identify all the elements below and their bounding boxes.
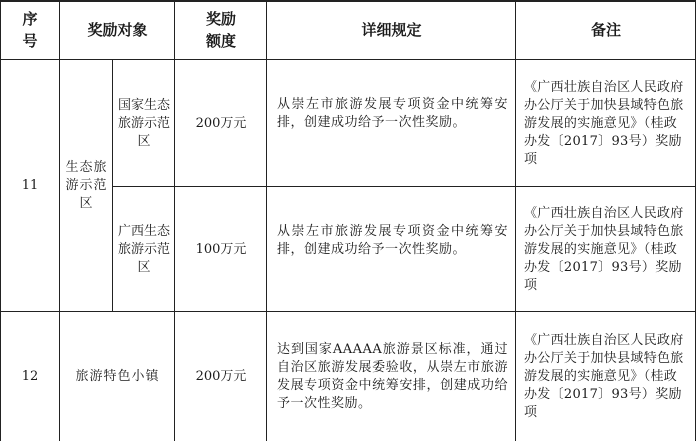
row-12-note-text: 《广西壮族自治区人民政府办公厅关于加快县域特色旅游发展的实施意见》（桂政办发〔2017〕93号）奖励项 <box>524 332 684 420</box>
row-11a-object <box>113 60 175 187</box>
row-11b-detail-text: 从崇左市旅游发展专项资金中统筹安排，创建成功给予一次性奖励。 <box>277 224 508 257</box>
row-12-seq <box>0 312 60 441</box>
header-object-label: 奖励对象 <box>87 21 148 39</box>
header-note-label: 备注 <box>590 21 621 39</box>
row-11-seq <box>0 60 60 312</box>
row-11b-note-text: 《广西壮族自治区人民政府办公厅关于加快县域特色旅游发展的实施意见》（桂政办发〔2017〕93号）奖励项 <box>524 205 684 293</box>
border-col-category <box>112 60 113 312</box>
row-11b-amount <box>175 187 267 312</box>
row-11b-note <box>516 187 696 312</box>
border-header-bottom <box>0 59 696 60</box>
border-col-detail <box>515 0 516 441</box>
row-12-object <box>60 312 175 441</box>
row-11-seq-value: 11 <box>21 178 39 193</box>
row-11a-note <box>516 60 696 187</box>
border-col-seq <box>59 0 60 441</box>
row-11-category <box>60 60 113 312</box>
header-amount-label: 奖励额度 <box>205 10 236 50</box>
row-11a-amount <box>175 60 267 187</box>
border-left <box>0 0 1 441</box>
header-detail <box>267 0 516 60</box>
header-seq <box>0 0 60 60</box>
border-row11-mid <box>113 186 696 187</box>
header-note <box>516 0 696 60</box>
row-11b-object-label: 广西生态旅游示范区 <box>118 223 171 275</box>
row-11a-detail <box>267 60 516 187</box>
row-11a-amount-value: 200万元 <box>195 115 247 131</box>
row-11b-detail <box>267 187 516 312</box>
row-11a-note-text: 《广西壮族自治区人民政府办公厅关于加快县域特色旅游发展的实施意见》（桂政办发〔2017〕93号）奖励项 <box>524 79 684 167</box>
header-object <box>60 0 175 60</box>
row-11-category-label: 生态旅游示范区 <box>65 160 108 211</box>
border-col-amount <box>266 0 267 441</box>
row-12-amount-value: 200万元 <box>195 368 247 384</box>
border-col-object <box>174 0 175 441</box>
row-11b-object <box>113 187 175 312</box>
row-12-detail <box>267 312 516 441</box>
row-11a-detail-text: 从崇左市旅游发展专项资金中统筹安排，创建成功给予一次性奖励。 <box>277 97 508 130</box>
border-row11-bottom <box>0 311 696 312</box>
header-seq-label: 序号 <box>22 10 38 50</box>
row-11a-object-label: 国家生态旅游示范区 <box>118 97 171 149</box>
header-detail-label: 详细规定 <box>361 21 422 39</box>
row-11b-amount-value: 100万元 <box>195 241 247 257</box>
row-12-detail-text: 达到国家AAAAA旅游景区标准，通过自治区旅游发展委验收，从崇左市旅游发展专项资金中统筹安排，创建成功给予一次性奖励。 <box>277 341 508 411</box>
row-12-seq-value: 12 <box>21 368 39 384</box>
border-top <box>0 0 696 2</box>
row-12-amount <box>175 312 267 441</box>
row-12-note <box>516 312 696 441</box>
header-amount <box>175 0 267 60</box>
row-12-object-label: 旅游特色小镇 <box>75 368 160 384</box>
